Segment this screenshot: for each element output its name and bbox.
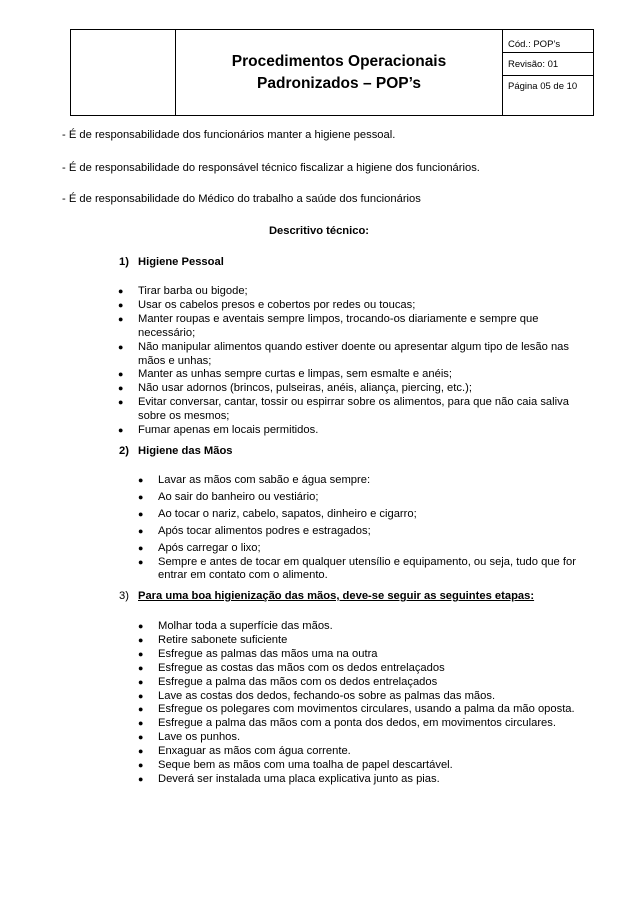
list-item (138, 661, 588, 676)
descriptive-title: Descritivo técnico: (268, 225, 370, 237)
list-item (138, 555, 588, 584)
bullet-icon: ● (118, 299, 124, 310)
bullet-icon: ● (118, 383, 124, 394)
list-item-text: Enxaguar as mãos com água corrente. (158, 745, 351, 758)
bullet-icon: ● (138, 760, 144, 771)
bullet-icon: ● (138, 556, 144, 567)
list-item-text: Seque bem as mãos com uma toalha de papel descartável. (158, 759, 453, 772)
section-number: 2) (119, 445, 129, 457)
bullet-icon: ● (138, 621, 144, 631)
section-heading (119, 256, 224, 268)
list-item (138, 647, 588, 662)
section-title: Higiene das Mãos (138, 445, 233, 457)
section-title: Higiene Pessoal (138, 256, 224, 268)
list-item-text: Não usar adornos (brincos, pulseiras, anéis, aliança, piercing, etc.); (138, 382, 472, 395)
bullet-icon: ● (118, 341, 124, 352)
list-item (138, 474, 588, 488)
bullet-icon: ● (138, 732, 144, 743)
bullet-icon: ● (138, 648, 144, 659)
list-item-text: Lave as costas dos dedos, fechando-os sobre as palmas das mãos. (158, 689, 496, 702)
section-title: Para uma boa higienização das mãos, deve-se seguir as seguintes etapas: (138, 590, 535, 602)
list-item-text: Molhar toda a superfície das mãos. (158, 620, 333, 632)
list-item-text: Usar os cabelos presos e cobertos por redes ou toucas; (138, 298, 416, 311)
list-item-text: Manter as unhas sempre curtas e limpas, sem esmalte e anéis; (138, 368, 453, 381)
bullet-icon: ● (118, 286, 124, 296)
list-item-text: Esfregue a palma das mãos com os dedos entrelaçados (158, 675, 438, 688)
list-item-text: Lave os punhos. (158, 731, 241, 744)
list-item-text: Esfregue a palma das mãos com a ponta dos dedos, em movimentos circulares. (158, 717, 556, 730)
doc-code: Cód.: POP’s (503, 30, 594, 53)
list-item-text: Fumar apenas em locais permitidos. (138, 424, 319, 437)
section-number: 1) (119, 256, 129, 268)
bullet-icon: ● (138, 773, 144, 784)
list-item-text: Lavar as mãos com sabão e água sempre: (158, 474, 371, 486)
bullet-icon: ● (138, 634, 144, 645)
list-item-text: Ao tocar o nariz, cabelo, sapatos, dinheiro e cigarro; (158, 507, 417, 520)
bullet-icon: ● (118, 397, 124, 408)
bullet-icon: ● (138, 542, 144, 553)
list-item-text: Após carregar o lixo; (158, 541, 261, 554)
list-item (138, 689, 588, 704)
list-item (118, 340, 588, 369)
list-item (138, 772, 588, 787)
list-item-text: Não manipular alimentos quando estiver doente ou apresentar algum tipo de lesão nas mãos e unhas; (138, 340, 569, 367)
list-item-text: Deverá ser instalada uma placa explicativa junto as pias. (158, 772, 440, 785)
list-item (118, 285, 588, 299)
list-item-text: Esfregue os polegares com movimentos circulares, usando a palma da mão oposta. (158, 703, 575, 716)
bullet-icon: ● (118, 425, 124, 436)
doc-revision: Revisão: 01 (503, 53, 594, 76)
bullet-icon: ● (138, 676, 144, 687)
bullet-icon: ● (138, 746, 144, 757)
title-line-1: Procedimentos Operacionais (231, 52, 447, 70)
list-item (138, 731, 588, 745)
list-item-text: Esfregue as palmas das mãos uma na outra (158, 647, 378, 660)
list-item-text: Esfregue as costas das mãos com os dedos entrelaçados (158, 661, 445, 674)
list-item (138, 524, 588, 539)
section-2-list (138, 474, 588, 583)
bullet-icon: ● (118, 369, 124, 380)
list-item (118, 368, 588, 382)
bullet-icon: ● (118, 313, 124, 324)
list-item (118, 424, 588, 438)
document-header (70, 29, 594, 116)
list-item (138, 507, 588, 522)
list-item (138, 541, 588, 556)
list-item-text: Ao sair do banheiro ou vestiário; (158, 490, 319, 503)
bullet-icon: ● (138, 491, 144, 502)
section-heading (119, 590, 534, 602)
bullet-icon: ● (138, 690, 144, 701)
list-item-text: Retire sabonete suficiente (158, 633, 288, 646)
bullet-icon: ● (138, 475, 144, 485)
list-item (138, 620, 588, 634)
title-line-2: Padronizados – POP’s (257, 74, 421, 92)
section-3-list (138, 620, 588, 787)
list-item (138, 717, 588, 731)
list-item (138, 703, 588, 717)
intro-paragraph: - É de responsabilidade do Médico do trabalho a saúde dos funcionários (62, 193, 421, 205)
list-item-text: Após tocar alimentos podres e estragados; (158, 524, 371, 537)
document-title (176, 30, 503, 116)
list-item (138, 633, 588, 648)
list-item (118, 298, 588, 313)
list-item-text: Manter roupas e aventais sempre limpos, trocando-os diariamente e sempre que necessário; (138, 312, 539, 339)
bullet-icon: ● (138, 662, 144, 673)
list-item (138, 675, 588, 690)
logo-cell (71, 30, 176, 116)
list-item (118, 382, 588, 396)
section-number: 3) (119, 590, 129, 602)
doc-page-number: Página 05 de 10 (503, 76, 594, 116)
list-item-text: Evitar conversar, cantar, tossir ou espirrar sobre os alimentos, para que não caia saliva sobre os mesmos; (138, 396, 569, 423)
intro-paragraph: - É de responsabilidade dos funcionários manter a higiene pessoal. (62, 129, 396, 141)
bullet-icon: ● (138, 508, 144, 519)
bullet-icon: ● (138, 718, 144, 729)
section-1-list (118, 285, 588, 438)
list-item (118, 396, 588, 424)
list-item-text: Tirar barba ou bigode; (138, 285, 248, 297)
intro-paragraph: - É de responsabilidade do responsável técnico fiscalizar a higiene dos funcionários. (62, 162, 480, 174)
section-heading (119, 445, 233, 457)
list-item (118, 312, 588, 341)
bullet-icon: ● (138, 704, 144, 715)
list-item (138, 759, 588, 773)
list-item (138, 490, 588, 505)
list-item (138, 745, 588, 759)
list-item-text: Sempre e antes de tocar em qualquer utensílio e equipamento, ou seja, tudo que for entrar em contato com o alimento. (158, 555, 576, 582)
bullet-icon: ● (138, 525, 144, 536)
